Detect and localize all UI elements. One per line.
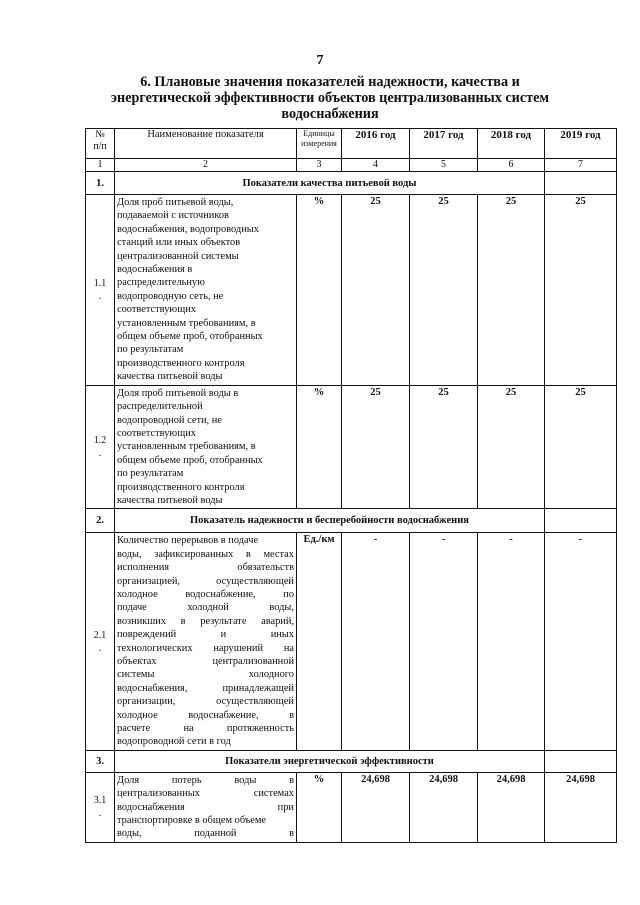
title-line: 6. Плановые значения показателей надежности, качества и [140, 74, 520, 90]
table-row [86, 195, 617, 386]
value-cell: - [545, 533, 617, 751]
row-number-line: 2.1 [93, 629, 107, 641]
indicator-name-line: Количество перерывов в подаче [117, 535, 259, 547]
row-number-line: . [98, 290, 102, 302]
indicator-name-line: соответствующих [117, 427, 196, 439]
indicator-name-line: водоснабжения в [117, 264, 193, 276]
indicator-name-line: водопроводной сети, не [117, 414, 222, 426]
unit-cell: % [297, 385, 342, 509]
indicator-name-line: повреждений и иных [117, 629, 294, 641]
indicator-name-line: качества питьевой воды [117, 494, 223, 506]
indicator-name [115, 533, 297, 751]
section-number: 3. [86, 750, 115, 772]
title-line: водоснабжения [281, 106, 379, 122]
indicator-name-line: подаваемой с источников [117, 210, 229, 222]
header-unit [297, 129, 342, 159]
indicator-name-line: воды, поданной в [117, 828, 294, 840]
column-number: 2 [115, 159, 297, 172]
value-cell: - [410, 533, 478, 751]
indicator-name-line: водопроводную сеть, не [117, 290, 224, 302]
table-row [86, 533, 617, 751]
indicator-name-line: установленным требованиям, в [117, 441, 256, 453]
section-heading: Показатели качества питьевой воды [115, 172, 545, 195]
section-row [86, 172, 617, 195]
indicator-name-line: соответствующих [117, 304, 196, 316]
row-number-line: 1.1 [93, 277, 107, 289]
value-cell: - [478, 533, 545, 751]
indicator-name-line: объектах централизованной [117, 656, 294, 667]
indicator-name-line: расчете на протяженность [117, 723, 294, 735]
header-year: 2019 год [545, 129, 617, 159]
indicator-name-line: Доля проб питьевой воды в [117, 387, 239, 399]
column-number: 5 [410, 159, 478, 172]
value-cell: 24,698 [478, 772, 545, 842]
row-number [86, 385, 115, 509]
header-no-line: п/п [93, 141, 107, 152]
value-cell: 25 [478, 195, 545, 386]
section-row [86, 509, 617, 533]
column-number: 3 [297, 159, 342, 172]
empty-cell [545, 172, 617, 195]
indicator-name-line: холодное водоснабжение, по [117, 588, 294, 600]
indicator-name-line: по результатам [117, 468, 184, 480]
value-cell: 24,698 [410, 772, 478, 842]
section-number: 1. [86, 172, 115, 195]
row-number-line: . [98, 642, 102, 654]
indicator-name-line: производственного контроля [117, 357, 245, 369]
row-number [86, 195, 115, 386]
section-number: 2. [86, 509, 115, 533]
indicator-name-line: централизованной системы [117, 250, 239, 262]
indicator-name-line: производственного контроля [117, 481, 245, 493]
row-number-line: 1.2 [93, 435, 107, 447]
value-cell: 24,698 [545, 772, 617, 842]
row-number [86, 772, 115, 842]
value-cell: 25 [342, 385, 410, 509]
value-cell: 25 [478, 385, 545, 509]
indicator-name-line: системы холодного [117, 669, 294, 681]
indicator-name-line: водопроводной сети в год [117, 736, 231, 748]
header-year: 2017 год [410, 129, 478, 159]
page-number: 7 [316, 53, 324, 68]
indicator-name-line: транспортировке в общем объеме [117, 815, 267, 827]
header-year: 2018 год [478, 129, 545, 159]
empty-cell [545, 750, 617, 772]
indicator-name-line: водоснабжения, водопроводных [117, 223, 259, 235]
indicator-name-line: централизованных системах [117, 788, 294, 800]
indicator-name-line: распределительную [117, 277, 205, 289]
unit-cell: % [297, 195, 342, 386]
unit-cell: Ед./км [297, 533, 342, 751]
value-cell: - [342, 533, 410, 751]
table-header-row [86, 129, 617, 159]
section-heading: Показатель надежности и бесперебойности водоснабжения [115, 509, 545, 533]
indicator-name-line: подаче холодной воды, [117, 602, 294, 614]
empty-cell [545, 509, 617, 533]
section-title [100, 74, 560, 122]
header-unit-line: Единицы [303, 129, 335, 138]
indicator-name-line: холодное водоснабжение, в [117, 709, 294, 721]
indicator-name-line: организации, осуществляющей [117, 696, 294, 708]
value-cell: 25 [545, 385, 617, 509]
indicator-name-line: общем объеме проб, отобранных [117, 454, 263, 466]
value-cell: 25 [410, 195, 478, 386]
indicator-name-line: качества питьевой воды [117, 371, 223, 383]
unit-cell: % [297, 772, 342, 842]
column-number: 6 [478, 159, 545, 172]
value-cell: 25 [545, 195, 617, 386]
header-year: 2016 год [342, 129, 410, 159]
indicator-name-line: общем объеме проб, отобранных [117, 331, 263, 343]
indicator-name [115, 385, 297, 509]
indicator-name-line: станций или иных объектов [117, 237, 241, 249]
indicator-name [115, 195, 297, 386]
indicator-name-line: по результатам [117, 344, 184, 356]
value-cell: 25 [342, 195, 410, 386]
column-number-row [86, 159, 617, 172]
value-cell: 25 [410, 385, 478, 509]
indicator-name-line: распределительной [117, 401, 203, 413]
header-no [86, 129, 115, 159]
indicator-name-line: организацией, осуществляющей [117, 575, 294, 587]
value-cell: 24,698 [342, 772, 410, 842]
indicator-name-line: водоснабжения при [117, 801, 294, 813]
indicators-table [85, 128, 617, 843]
row-number-line: . [98, 808, 102, 820]
indicator-name [115, 772, 297, 842]
header-unit-line: измерения [301, 139, 337, 148]
indicator-name-line: установленным требованиям, в [117, 317, 256, 329]
indicator-name-line: воды, зафиксированных в местах [117, 548, 294, 560]
table-row [86, 772, 617, 842]
section-heading: Показатели энергетической эффективности [115, 750, 545, 772]
row-number-line: . [98, 448, 102, 460]
indicator-name-line: Доля потерь воды в [117, 774, 294, 786]
indicator-name-line: Доля проб питьевой воды, [117, 197, 234, 208]
table-row [86, 385, 617, 509]
header-name: Наименование показателя [115, 129, 297, 159]
indicator-name-line: возникших в результате аварий, [117, 615, 294, 627]
title-line: энергетической эффективности объектов централизованных систем [110, 90, 550, 106]
indicator-name-line: исполнения обязательств [117, 562, 294, 574]
indicator-name-line: технологических нарушений на [117, 642, 294, 654]
indicator-name-line: водоснабжения, принадлежащей [117, 682, 294, 694]
column-number: 1 [86, 159, 115, 172]
header-no-line: № [95, 129, 105, 140]
row-number-line: 3.1 [93, 795, 107, 807]
column-number: 4 [342, 159, 410, 172]
section-row [86, 750, 617, 772]
column-number: 7 [545, 159, 617, 172]
row-number [86, 533, 115, 751]
